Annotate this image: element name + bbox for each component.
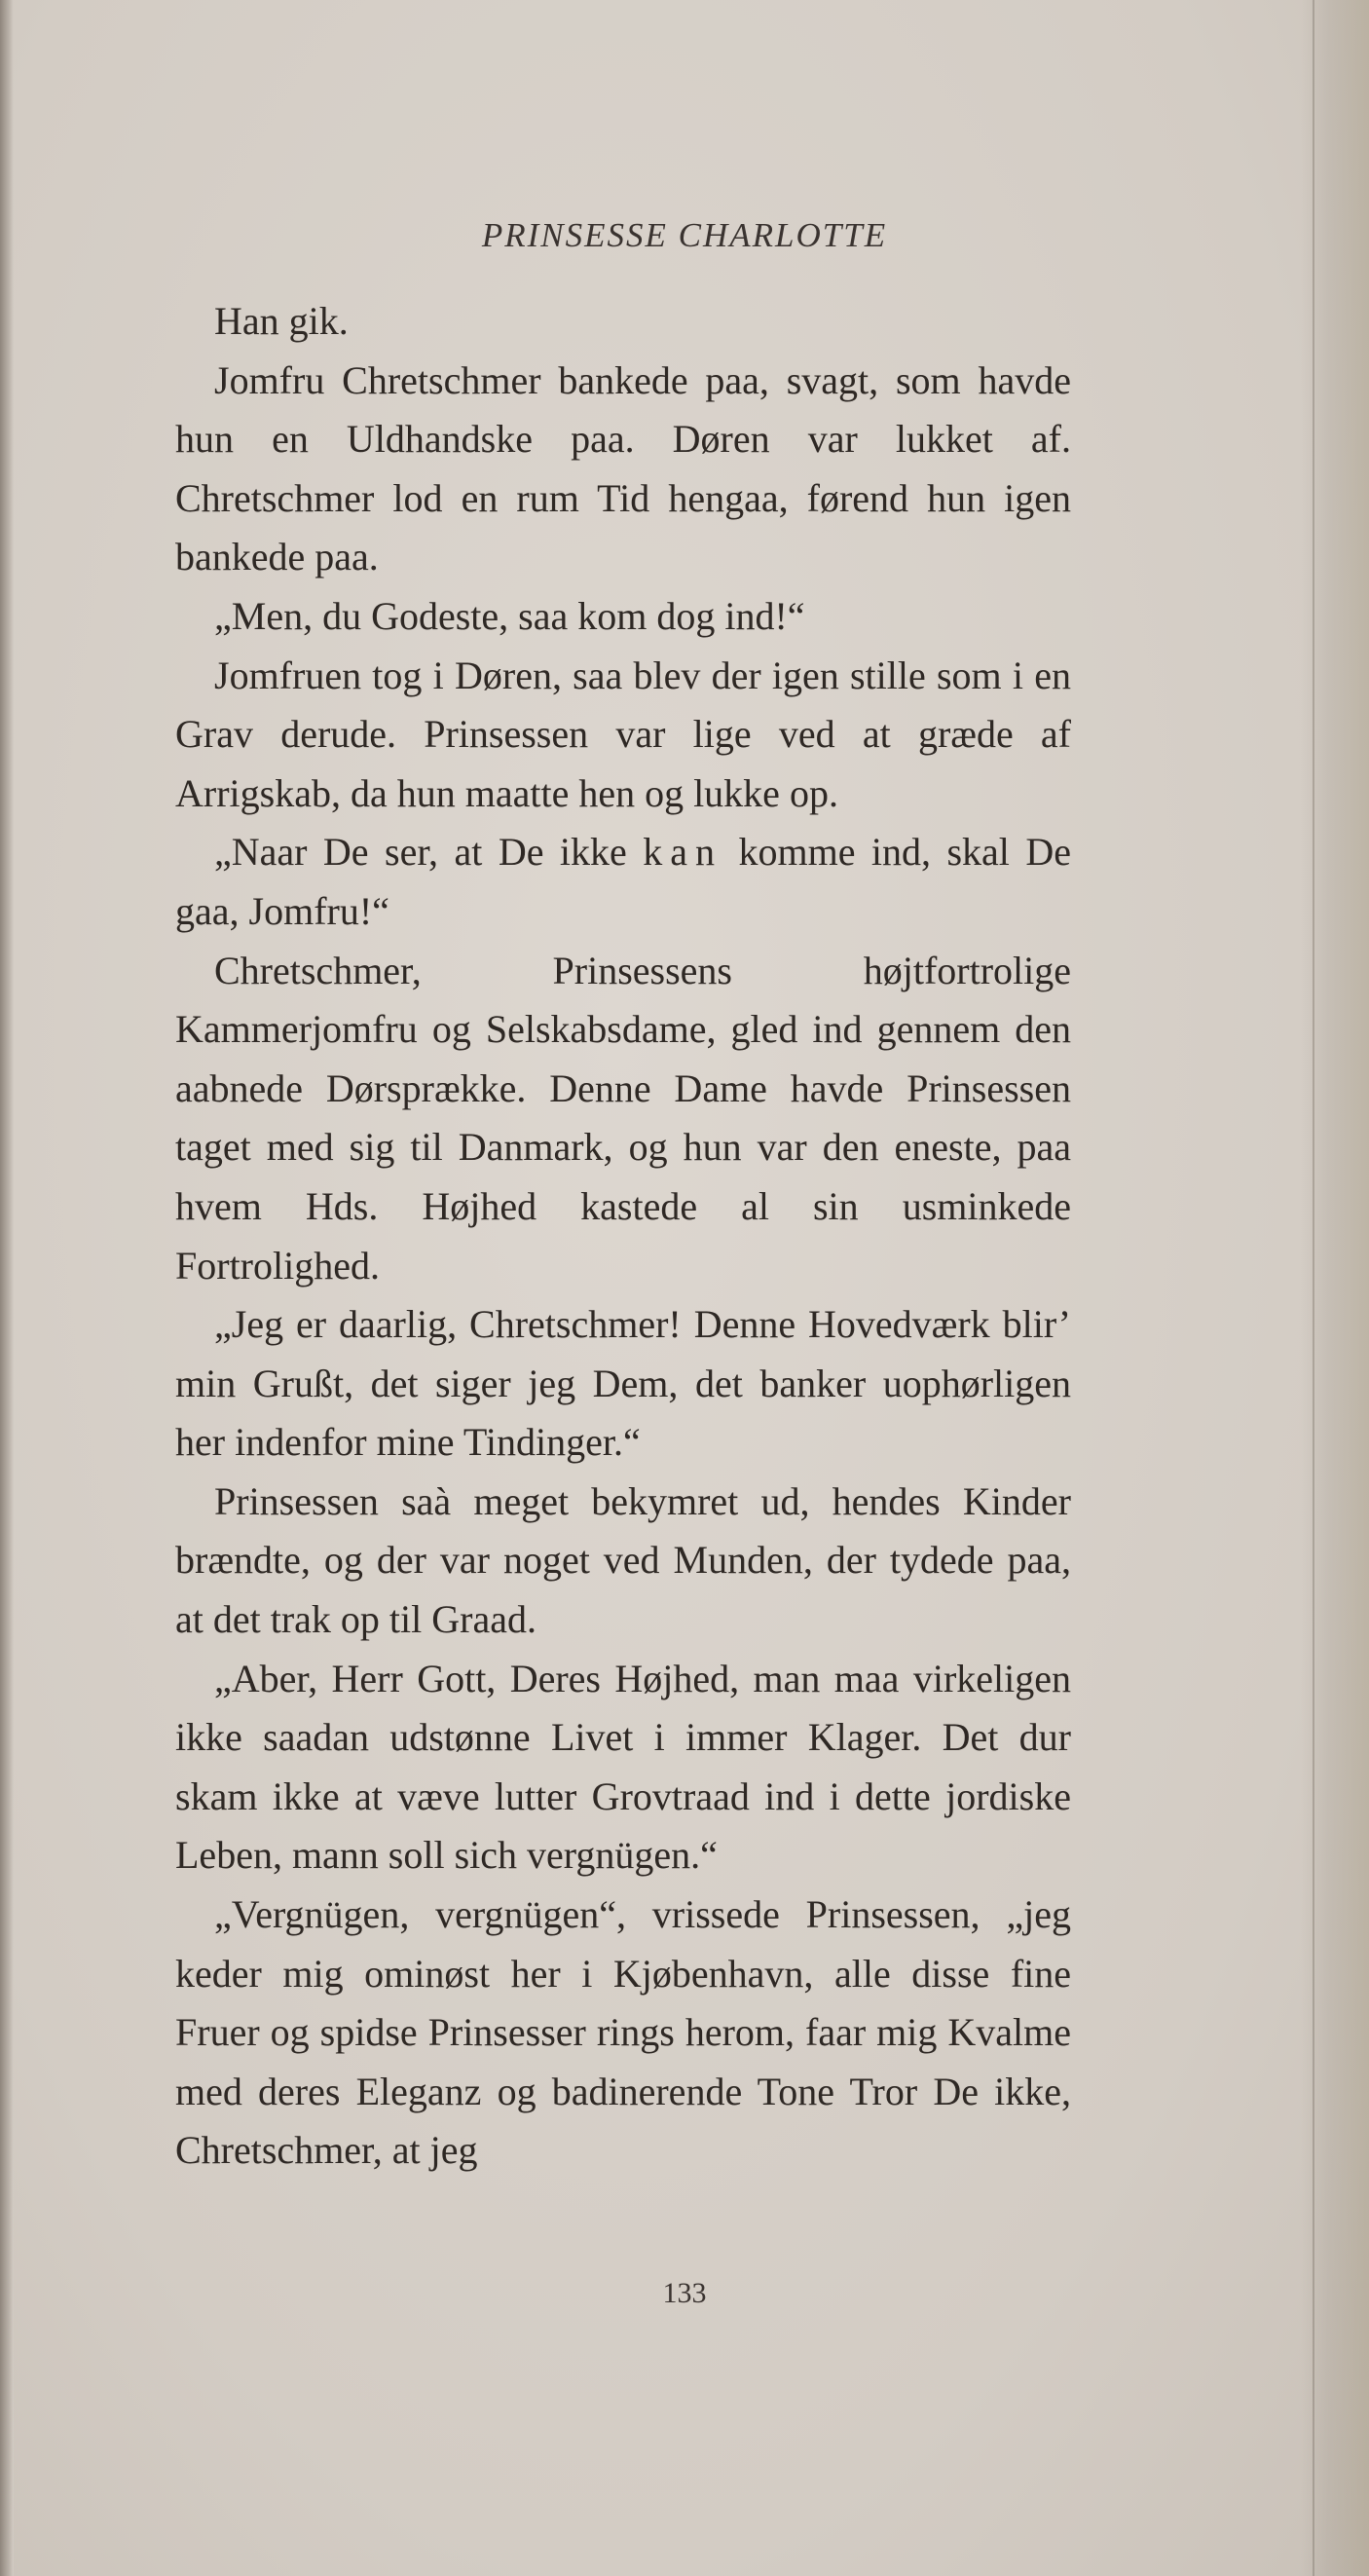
paragraph: „Men, du Godeste, saa kom dog ind!“ xyxy=(214,593,805,638)
paragraph: „Jeg er daarlig, Chretschmer! Denne Hovedværk blir’ min Grußt, det siger jeg Dem, det banker uophørligen her indenfor mine Tindinger.“ xyxy=(175,1302,1071,1465)
paragraph: Jomfruen tog i Døren, saa blev der igen stille som i en Grav derude. Prinsessen var lige ved at græde af Arrigskab, da hun maatte hen og lukke op. xyxy=(175,653,1071,815)
paragraph: „Vergnügen, vergnügen“, vrissede Prinsessen, „jeg keder mig ominøst her i Kjøbenhavn, alle disse fine Fruer og spidse Prinsesser rings herom, faar mig Kvalme med deres Eleganz og badinerende Tone Tror De ikke, Chretschmer, at jeg xyxy=(175,1892,1071,2173)
running-head: PRINSESSE CHARLOTTE xyxy=(481,216,888,254)
page-number: 133 xyxy=(662,2277,707,2309)
page-spine-shadow xyxy=(0,0,14,2576)
paragraph: „Aber, Herr Gott, Deres Højhed, man maa virkeligen ikke saadan udstønne Livet i immer Klager. Det dur skam ikke at væve lutter Grovtraad ind i dette jordiske Leben, mann soll sich vergnügen.“ xyxy=(175,1656,1071,1878)
page-edge-shading xyxy=(1301,0,1369,2576)
emphasized-word: kan xyxy=(643,830,723,875)
paragraph: Han gik. xyxy=(214,299,349,343)
paragraph: Prinsessen saà meget bekymret ud, hendes Kinder brændte, og der var noget ved Munden, der tydede paa, at det trak op til Graad. xyxy=(175,1478,1071,1642)
page-edge-line xyxy=(1313,0,1314,2576)
body-text xyxy=(175,292,1071,2181)
paragraph-with-emphasis: „Naar De ser, at De ikke kan komme ind, skal De gaa, Jomfru!“ xyxy=(175,830,1071,933)
paragraph: Chretschmer, Prinsessens højtfortrolige Kammerjomfru og Selskabsdame, gled ind gennem den aabnede Dørsprække. Denne Dame havde Prinsessen taget med sig til Danmark, og hun var den eneste, paa hvem Hds. Højhed kastede al sin usminkede Fortrolighed. xyxy=(175,948,1071,1288)
paragraph: Jomfru Chretschmer bankede paa, svagt, som havde hun en Uldhandske paa. Døren var lukket af. Chretschmer lod en rum Tid hengaa, førend hun igen bankede paa. xyxy=(175,357,1071,579)
